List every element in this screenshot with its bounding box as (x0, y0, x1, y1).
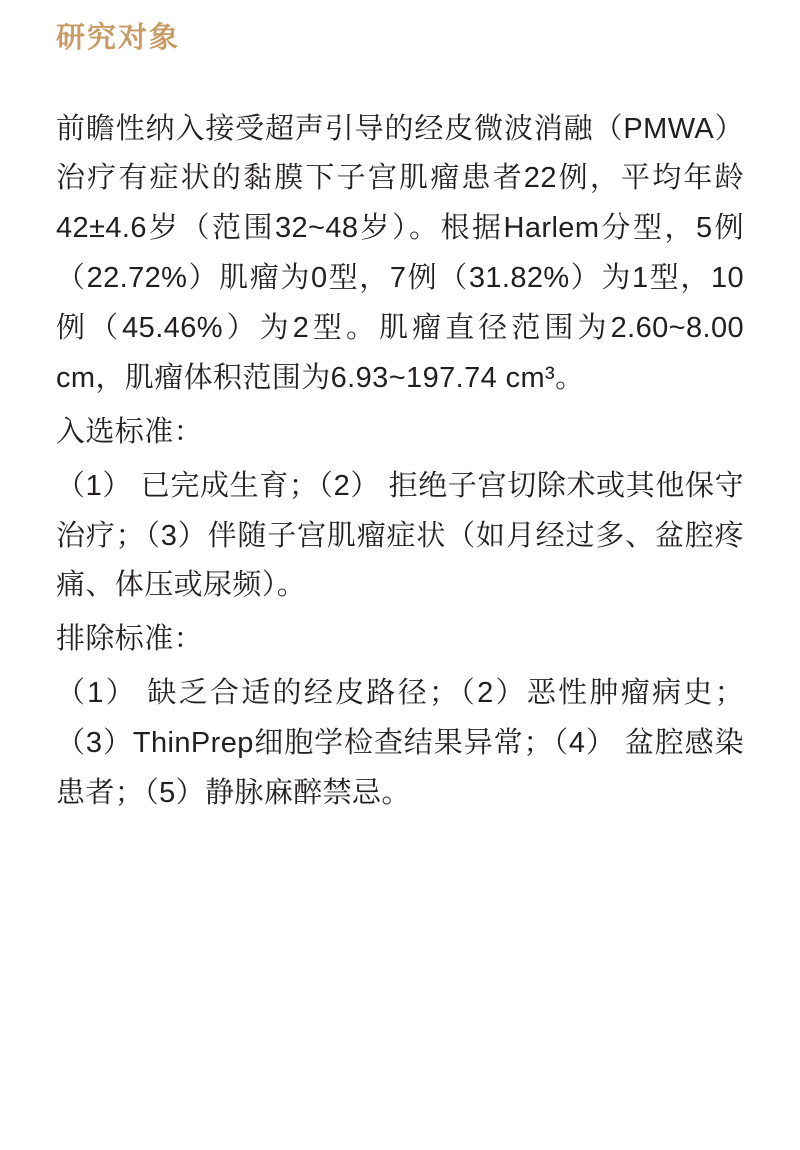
paragraph-exclusion-heading: 排除标准： (56, 623, 204, 656)
paragraph-subjects: 前瞻性纳入接受超声引导的经皮微波消融（PMWA）治疗有症状的黏膜下子宫肌瘤患者22例，平均年龄42±4.6岁（范围32~48岁）。根据Harlem分型，5例（22.72%）肌瘤为0型，7例（31.82%）为1型，10例（45.46%）为2型。肌瘤直径范围为2.60~8.00 cm，肌瘤体积范围为6.93~197.74 cm³。 (56, 112, 744, 394)
paragraph-inclusion-heading: 入选标准： (56, 415, 204, 448)
paragraph-inclusion-items: （1） 已完成生育；（2） 拒绝子宫切除术或其他保守治疗；（3）伴随子宫肌瘤症状（如月经过多、盆腔疼痛、体压或尿频）。 (56, 469, 744, 602)
paragraph-exclusion-items: （1） 缺乏合适的经皮路径；（2）恶性肿瘤病史；（3）ThinPrep细胞学检查结果异常；（4） 盆腔感染患者；（5）静脉麻醉禁忌。 (56, 677, 744, 809)
page-title: 研究对象 (56, 22, 181, 54)
document-body (56, 105, 744, 819)
